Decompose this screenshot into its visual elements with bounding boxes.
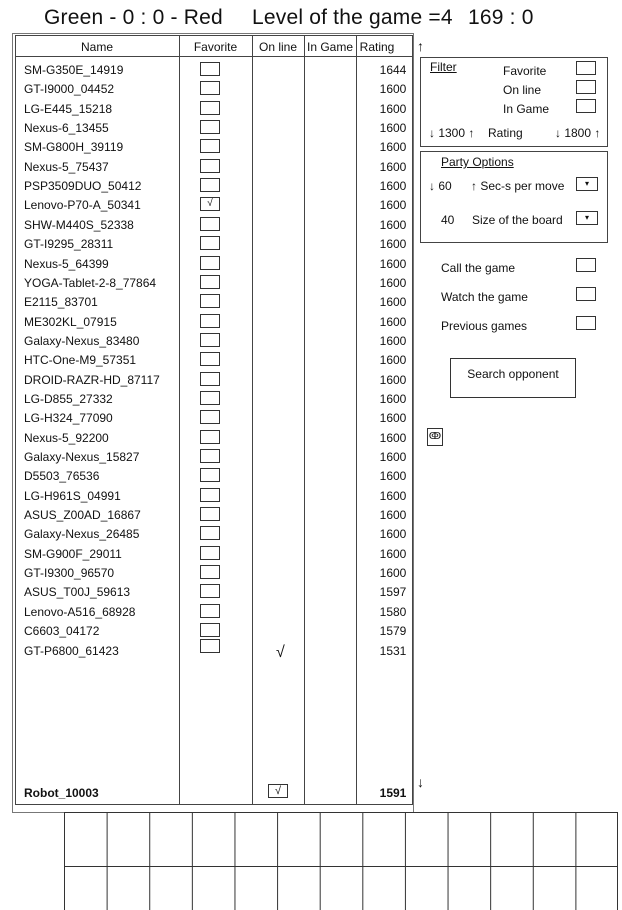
player-name: Galaxy-Nexus_26485 xyxy=(24,527,140,541)
party-options-title: Party Options xyxy=(441,155,514,169)
player-rating: 1600 xyxy=(379,334,407,348)
filter-favorite-label: Favorite xyxy=(503,64,547,78)
player-name: GT-I9295_28311 xyxy=(24,237,114,251)
player-rating: 1600 xyxy=(379,160,407,174)
player-rating: 1600 xyxy=(379,237,407,251)
player-name: LG-D855_27332 xyxy=(24,392,113,406)
player-name: Galaxy-Nexus_15827 xyxy=(24,450,140,464)
favorite-checkbox[interactable] xyxy=(200,430,220,444)
player-rating: 1600 xyxy=(379,489,407,503)
favorite-checkbox[interactable] xyxy=(200,372,220,386)
player-name: Nexus-5_92200 xyxy=(24,431,109,445)
player-rating: 1531 xyxy=(379,644,407,658)
favorite-checkbox[interactable] xyxy=(200,139,220,153)
favorite-checkbox[interactable] xyxy=(200,410,220,424)
player-rating: 1600 xyxy=(379,257,407,271)
search-opponent-button[interactable]: Search opponent xyxy=(450,358,576,398)
favorite-checkbox[interactable] xyxy=(200,526,220,540)
self-rating: 1591 xyxy=(379,786,407,800)
player-name: LG-H961S_04991 xyxy=(24,489,121,503)
column-header-ingame[interactable]: In Game xyxy=(306,40,354,54)
player-name: DROID-RAZR-HD_87117 xyxy=(24,373,160,387)
player-rating: 1600 xyxy=(379,547,407,561)
favorite-checkbox[interactable] xyxy=(200,101,220,115)
favorite-checkbox[interactable] xyxy=(200,333,220,347)
player-name: Lenovo-P70-A_50341 xyxy=(24,198,141,212)
scroll-up-icon[interactable]: ↑ xyxy=(417,38,424,54)
column-header-rating[interactable]: Rating xyxy=(359,40,395,54)
player-rating: 1600 xyxy=(379,450,407,464)
board-size-dropdown-icon[interactable]: ▾ xyxy=(576,211,598,225)
back-arrow-icon[interactable]: ↂ xyxy=(427,428,443,446)
column-header-name[interactable]: Name xyxy=(80,40,113,54)
player-name: ASUS_T00J_59613 xyxy=(24,585,131,599)
player-name: YOGA-Tablet-2-8_77864 xyxy=(24,276,157,290)
column-header-online[interactable]: On line xyxy=(258,40,298,54)
rating-min-stepper[interactable]: ↓ 1300 ↑ xyxy=(429,126,475,140)
player-rating: 1600 xyxy=(379,218,407,232)
player-rating: 1600 xyxy=(379,140,407,154)
player-name: LG-E445_15218 xyxy=(24,102,113,116)
header-divider xyxy=(15,56,413,57)
player-name: GT-P6800_61423 xyxy=(24,644,119,658)
watch-game-label: Watch the game xyxy=(441,290,528,304)
player-name: HTC-One-M9_57351 xyxy=(24,353,137,367)
player-rating: 1600 xyxy=(379,276,407,290)
favorite-checkbox[interactable] xyxy=(200,236,220,250)
favorite-checkbox[interactable] xyxy=(200,159,220,173)
player-rating: 1600 xyxy=(379,315,407,329)
filter-ingame-checkbox[interactable] xyxy=(576,99,596,113)
player-rating: 1600 xyxy=(379,527,407,541)
online-check-icon: √ xyxy=(276,644,285,661)
favorite-checkbox[interactable]: √ xyxy=(200,197,220,211)
favorite-checkbox[interactable] xyxy=(200,449,220,463)
player-rating: 1600 xyxy=(379,373,407,387)
favorite-checkbox[interactable] xyxy=(200,352,220,366)
score-text: Green - 0 : 0 - Red xyxy=(44,6,223,29)
player-name: SM-G900F_29011 xyxy=(24,547,122,561)
favorite-checkbox[interactable] xyxy=(200,256,220,270)
player-rating: 1600 xyxy=(379,121,407,135)
player-name: LG-H324_77090 xyxy=(24,411,113,425)
player-name: GT-I9000_04452 xyxy=(24,82,115,96)
board-size-label: Size of the board xyxy=(472,213,563,227)
favorite-checkbox[interactable] xyxy=(200,314,220,328)
player-name: GT-I9300_96570 xyxy=(24,566,115,580)
player-name: E2115_83701 xyxy=(24,295,98,309)
scroll-down-icon[interactable]: ↓ xyxy=(417,774,424,790)
time-text: 169 : 0 xyxy=(468,6,534,29)
filter-online-label: On line xyxy=(503,83,542,97)
favorite-checkbox[interactable] xyxy=(200,120,220,134)
player-name: C6603_04172 xyxy=(24,624,100,638)
favorite-checkbox[interactable] xyxy=(200,546,220,560)
player-rating: 1600 xyxy=(379,392,407,406)
column-header-favorite[interactable]: Favorite xyxy=(193,40,238,54)
level-text: Level of the game =4 xyxy=(252,6,453,29)
player-rating: 1600 xyxy=(379,295,407,309)
board-size-value: 40 xyxy=(441,213,455,227)
call-game-checkbox[interactable] xyxy=(576,258,596,272)
board-grid-strip xyxy=(64,812,618,910)
player-rating: 1600 xyxy=(379,179,407,193)
favorite-checkbox[interactable] xyxy=(200,639,220,653)
player-rating: 1600 xyxy=(379,102,407,116)
self-row xyxy=(15,784,413,803)
player-rating: 1600 xyxy=(379,469,407,483)
player-rating: 1580 xyxy=(379,605,407,619)
player-rating: 1579 xyxy=(379,624,407,638)
player-name: SHW-M440S_52338 xyxy=(24,218,134,232)
player-name: D5503_76536 xyxy=(24,469,100,483)
rating-max-stepper[interactable]: ↓ 1800 ↑ xyxy=(555,126,601,140)
self-name: Robot_10003 xyxy=(24,786,99,800)
player-rating: 1600 xyxy=(379,411,407,425)
secs-value-stepper[interactable]: ↓ 60 xyxy=(429,179,452,193)
call-game-label: Call the game xyxy=(441,261,516,275)
favorite-checkbox[interactable] xyxy=(200,507,220,521)
player-name: Nexus-5_75437 xyxy=(24,160,109,174)
filter-favorite-checkbox[interactable] xyxy=(576,61,596,75)
filter-title: Filter xyxy=(430,60,457,74)
game-status-header xyxy=(44,6,534,30)
self-online-checkbox[interactable]: √ xyxy=(268,784,288,798)
favorite-checkbox[interactable] xyxy=(200,62,220,76)
player-name: Nexus-6_13455 xyxy=(24,121,109,135)
player-name: SM-G350E_14919 xyxy=(24,63,124,77)
player-rating: 1600 xyxy=(379,566,407,580)
player-rating: 1597 xyxy=(379,585,407,599)
watch-game-checkbox[interactable] xyxy=(576,287,596,301)
secs-dropdown-icon[interactable]: ▾ xyxy=(576,177,598,191)
favorite-checkbox[interactable] xyxy=(200,604,220,618)
player-name: Galaxy-Nexus_83480 xyxy=(24,334,140,348)
favorite-checkbox[interactable] xyxy=(200,584,220,598)
player-name: ASUS_Z00AD_16867 xyxy=(24,508,141,522)
player-name: Nexus-5_64399 xyxy=(24,257,109,271)
player-rating: 1600 xyxy=(379,431,407,445)
rating-label: Rating xyxy=(488,126,523,140)
favorite-checkbox[interactable] xyxy=(200,391,220,405)
favorite-checkbox[interactable] xyxy=(200,294,220,308)
favorite-checkbox[interactable] xyxy=(200,488,220,502)
favorite-checkbox[interactable] xyxy=(200,217,220,231)
player-name: PSP3509DUO_50412 xyxy=(24,179,142,193)
favorite-checkbox[interactable] xyxy=(200,81,220,95)
player-name: SM-G800H_39119 xyxy=(24,140,124,154)
player-rating: 1600 xyxy=(379,353,407,367)
player-rating: 1600 xyxy=(379,198,407,212)
previous-games-checkbox[interactable] xyxy=(576,316,596,330)
favorite-checkbox[interactable] xyxy=(200,468,220,482)
favorite-checkbox[interactable] xyxy=(200,178,220,192)
player-rating: 1600 xyxy=(379,82,407,96)
filter-ingame-label: In Game xyxy=(503,102,550,116)
favorite-checkbox[interactable] xyxy=(200,565,220,579)
favorite-checkbox[interactable] xyxy=(200,623,220,637)
secs-per-move-label: ↑ Sec-s per move xyxy=(471,179,565,193)
player-name: ME302KL_07915 xyxy=(24,315,117,329)
player-rating: 1644 xyxy=(379,63,407,77)
player-rating: 1600 xyxy=(379,508,407,522)
previous-games-label: Previous games xyxy=(441,319,528,333)
filter-online-checkbox[interactable] xyxy=(576,80,596,94)
player-name: Lenovo-A516_68928 xyxy=(24,605,136,619)
favorite-checkbox[interactable] xyxy=(200,275,220,289)
